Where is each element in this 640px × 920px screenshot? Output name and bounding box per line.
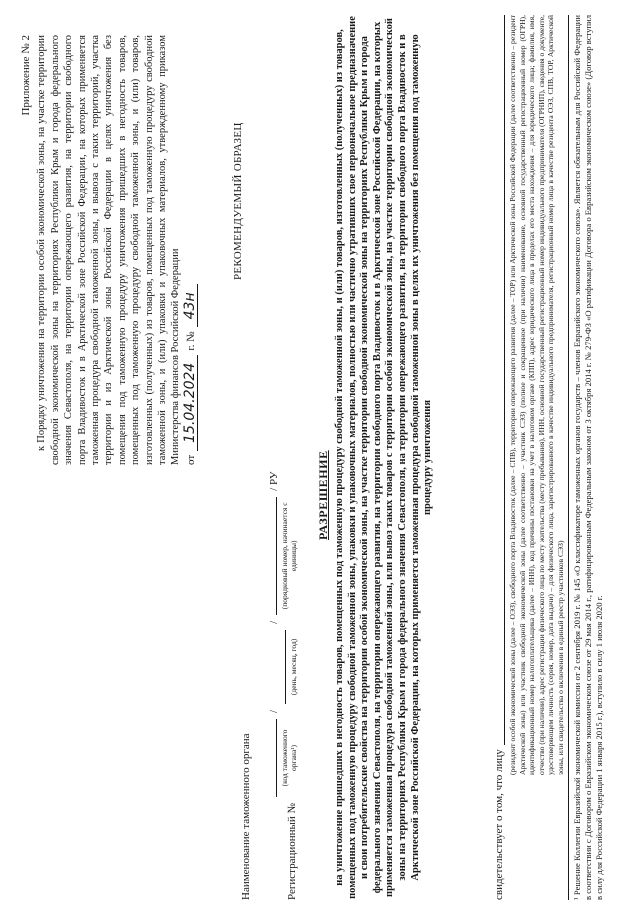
certify-label: свидетельствует о том, что лицу <box>493 749 505 900</box>
reg-line-date <box>273 630 286 704</box>
certify-caption: (резидент особой экономической зоны (далее – ОЭЗ), свободного порта Владивосток (далее – СПВ), территории опережающего развития (далее – ТОР) или Арктической зоны Российской Федерации (далее соответственно – резидент Арктической зоны) или участник свободной экономической зоны (далее соответственно – участник СЭЗ) (полное и сокращенное (при наличии) наименование, основной государственный регистрационный номер (ОГРН), идентификационный номер налогоплательщика (далее – ИНН), код причины постановки на учет в налоговом органе (КПП), адрес юридического лица в пределах его места нахождения – для юридического лица; фамилия, имя, отчество (при наличии), адрес регистрации физического лица по месту жительства (месту пребывания), ИНН, основной государственный регистрационный номер индивидуального предпринимателя (ОГРНИП), сведения о документе, удостоверяющем личность (серия, номер, дата выдачи) – для физического лица, зарегистрированного в качестве индивидуального предпринимателя, регистрационный номер лица в качестве резидента ОЭЗ, СПВ, ТОР, Арктической зоны, или свидетельства о включении в единый реестр участников СЭЗ) <box>508 15 565 775</box>
footnote-divider <box>568 15 569 900</box>
registration-number-row <box>264 471 298 900</box>
reg-slash: / <box>268 709 280 713</box>
order-number-handwritten: 43н <box>184 284 198 327</box>
reg-field-serial <box>264 497 298 615</box>
appendix-header <box>20 35 198 465</box>
reg-slash: / <box>268 620 280 624</box>
order-number-prefix: г. № <box>184 331 197 351</box>
reg-field-date <box>273 630 298 704</box>
order-reference: к Порядку уничтожения на территории особой экономической зоны, на участке территории свободной экономической зоны на территориях Республики Крым и города федерального значения Севастополя, на территории опережающего развития, на территории свободного порта Владивосток и в Арктической зоне Российской Федерации, на которых применяется таможенная процедура свободной таможенной зоны, и вывоза с таких территорий, участка территории и из Арктической зоны Российской Федерации в целях уничтожения без помещения под таможенную процедуру уничтожения пришедших в негодность товаров, помещенных под таможенную процедуру свободной таможенной зоны, и (или) товаров, изготовленных (полученных) из товаров, помещенных под таможенную процедуру свободной таможенной зоны, и (или) упаковки и упаковочных материалов, утвержденному приказом Министерства финансов Российской Федерации <box>36 35 182 465</box>
reg-line-serial <box>264 497 277 615</box>
order-date-line <box>181 35 198 465</box>
footnote-text: ¹ Решение Коллегии Евразийской экономической комиссии от 2 сентября 2019 г. № 145 «О классификаторе таможенных органов государств – членов Евразийского экономического союза». Является обязательным для Российской Федерации в соответствии с Договором о Евразийском экономическом союзе от 29 мая 2014 г., ратифицированным Федеральным законом от 3 октября 2014 г. № 279-ФЗ «О ратификации Договора о Евразийском экономическом союзе» (Договор вступил в силу для Российской Федерации 1 января 2015 г.), вступило в силу 1 июля 2020 г. <box>572 15 604 900</box>
order-date-handwritten: 15.04.2024 <box>184 355 198 451</box>
reg-caption-customs-code: (код таможенного органа¹) <box>280 729 298 787</box>
registration-label: Регистрационный № <box>286 802 298 900</box>
permission-title: РАЗРЕШЕНИЕ <box>316 450 330 540</box>
reg-line-customs-code <box>264 719 277 797</box>
reg-suffix: / РУ <box>268 471 280 491</box>
reg-caption-serial: (порядковый номер, начинается с единицы) <box>280 502 298 610</box>
recommended-sample-label: РЕКОМЕНДУЕМЫЙ ОБРАЗЕЦ <box>232 122 244 280</box>
reg-caption-date: (день, месяц, год) <box>289 638 298 696</box>
reg-field-customs-code <box>264 719 298 797</box>
customs-authority-name: Наименование таможенного органа <box>240 733 252 900</box>
appendix-title: Приложение № 2 <box>20 35 32 116</box>
certify-fill-line <box>492 15 505 745</box>
order-date-prefix: от <box>184 454 197 465</box>
certify-row <box>492 15 505 900</box>
permission-body: на уничтожение пришедших в негодность товаров, помещенных под таможенную процедуру свободной таможенной зоны, и (или) товаров, изготовленных (полученных) из товаров, помещенных под таможенную процедуру свободной таможенной зоны, упаковки и упаковочных материалов, полностью или частично утративших свое первоначальное предназначение и свои потребительские свойства на территории особой экономической зоны, на участке территории свободной экономической зоны на территориях Республики Крым и города федерального значения Севастополя, на территории опережающего развития, на территории свободного порта Владивосток и в Арктической зоне Российской Федерации, на которых применяется таможенная процедура свободной таможенной зоны, или вывоз таких товаров с территории особой экономической зоны, на участке территории свободной экономической зоны на территориях Республики Крым и города федерального значения Севастополя, на территории опережающего развития, на территории свободного порта Владивосток и в Арктической зоне Российской Федерации, на которых применяется таможенная процедура свободной таможенной зоны в целях их уничтожения без помещения под таможенную процедуру уничтожения <box>334 16 434 899</box>
